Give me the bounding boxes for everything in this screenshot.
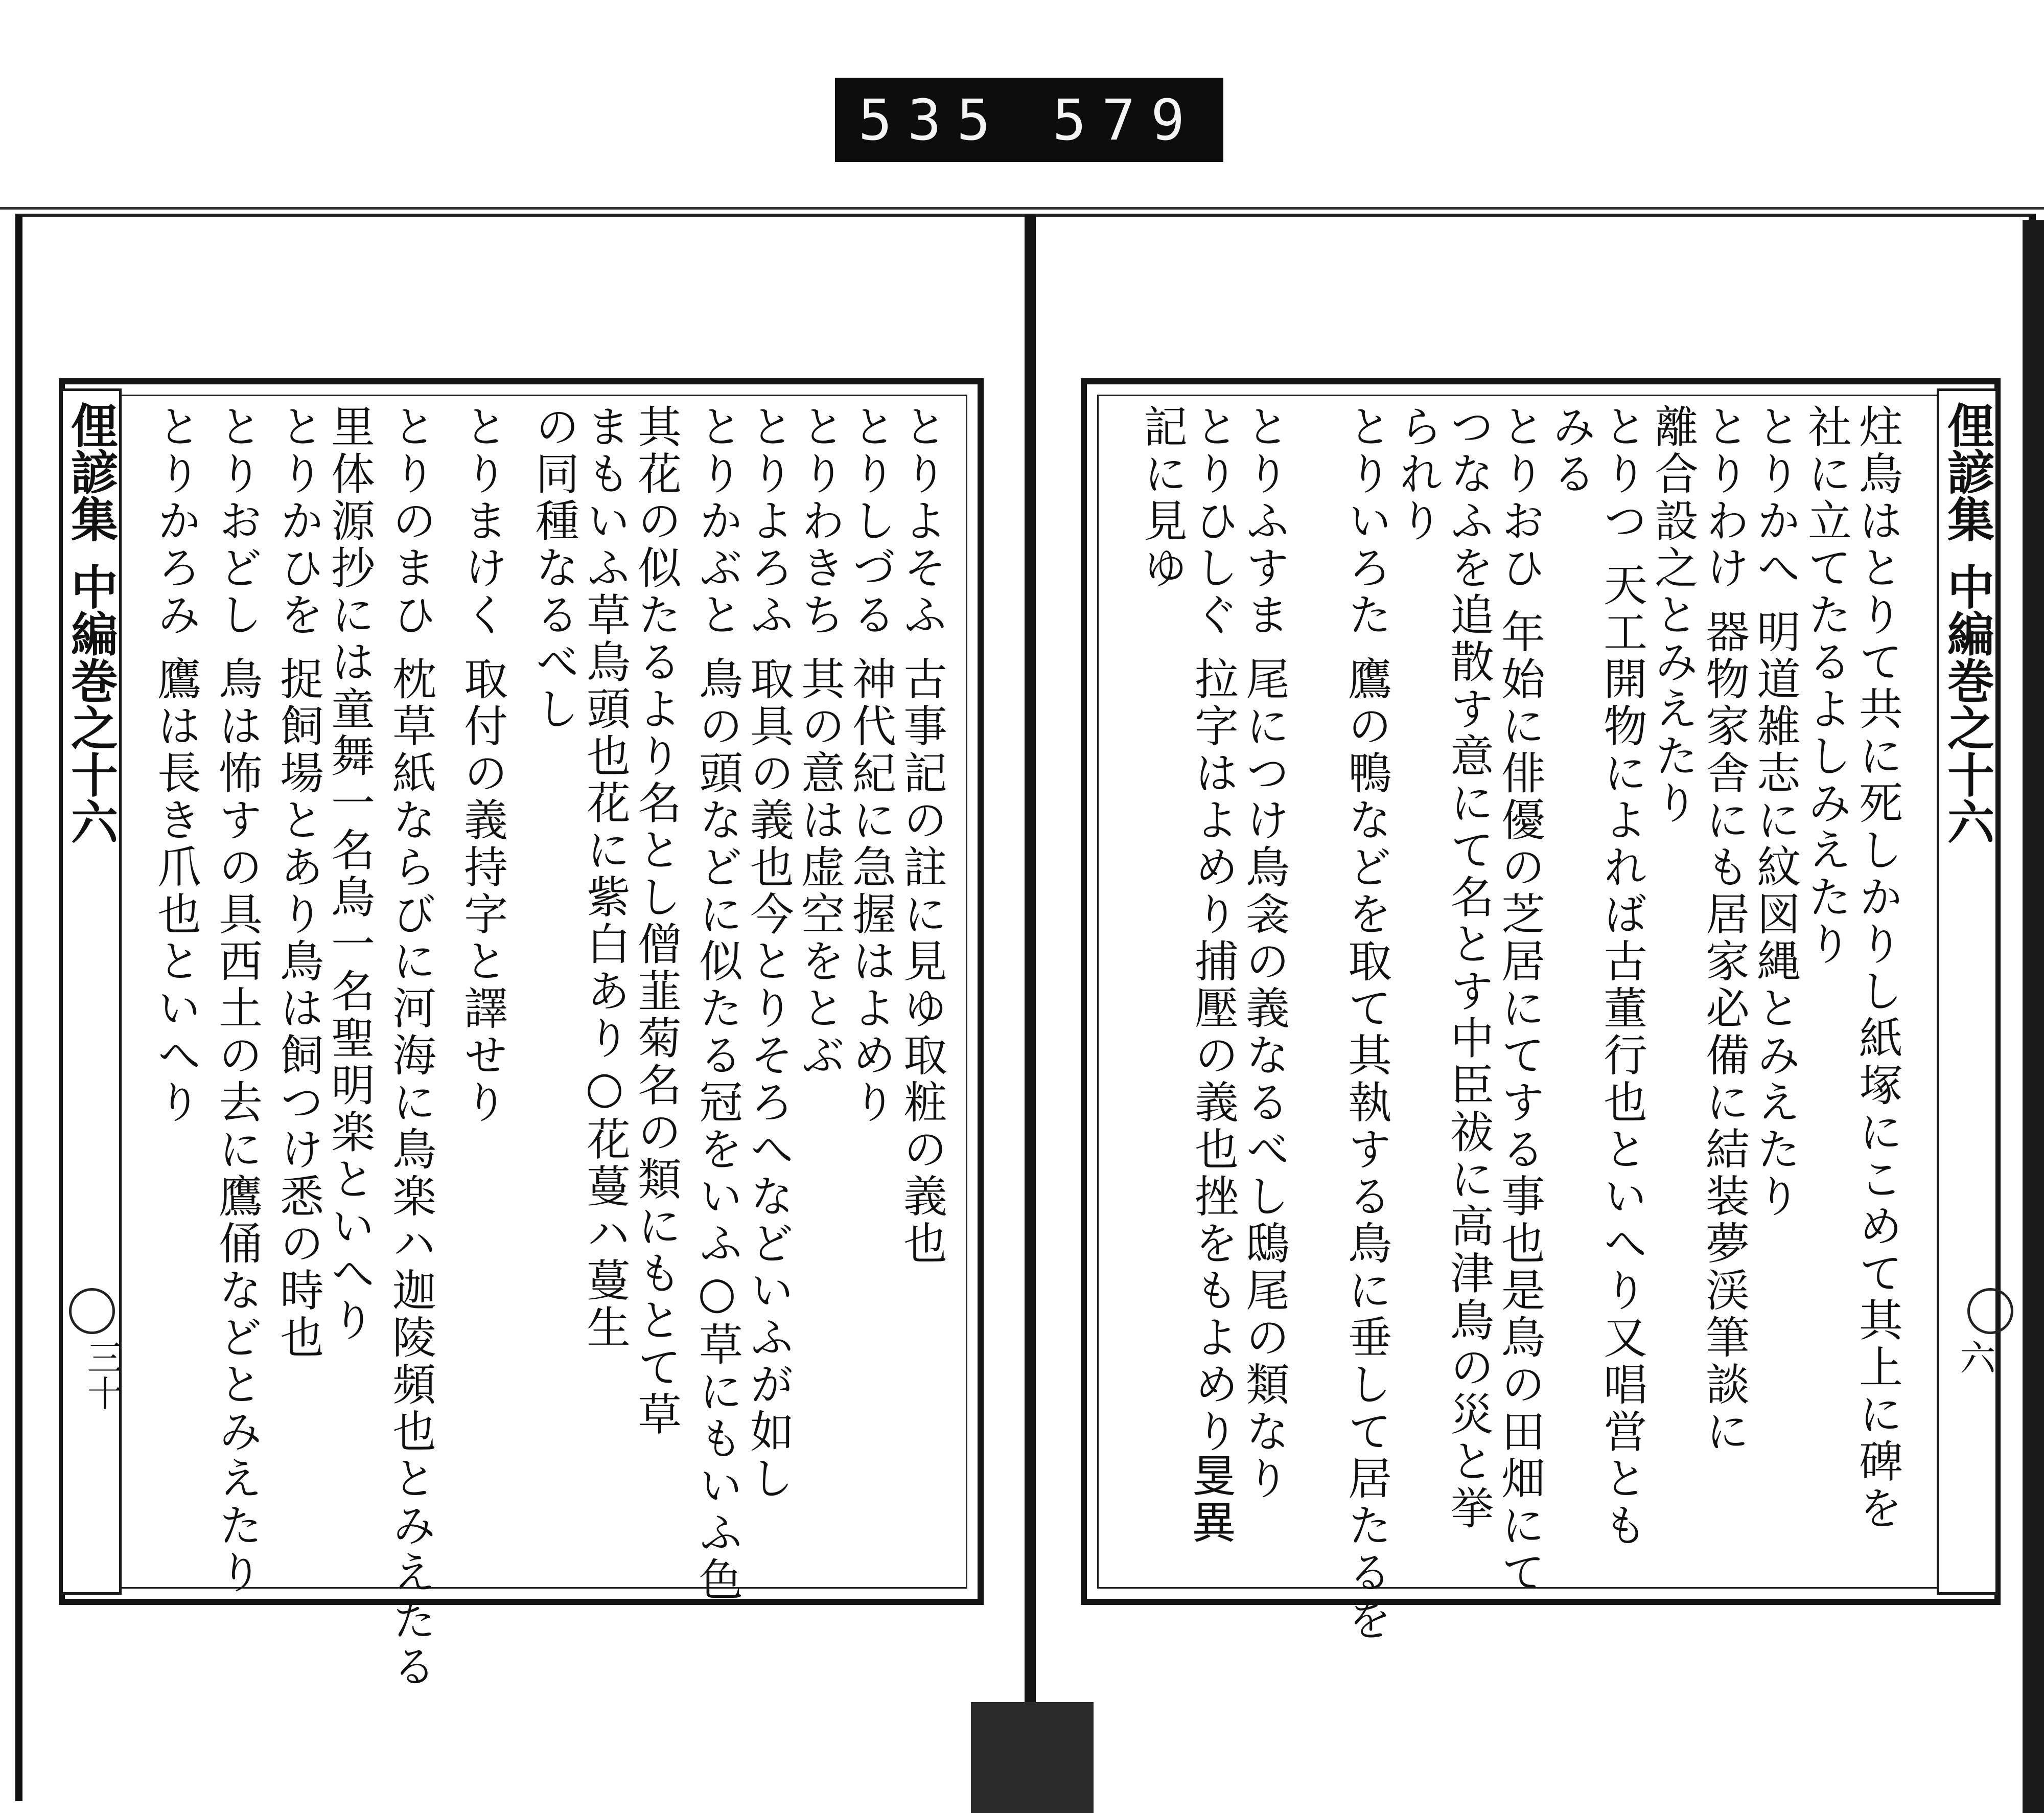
- left-text-column: とりまけく 取付の義持字と譯せり: [456, 404, 507, 1127]
- right-text-column: 社に立てたるよしみえたり: [1800, 404, 1851, 968]
- left-text-column: とりかぶと 鳥の頭などに似たる冠をいふ○草にもいふ色: [691, 404, 742, 1604]
- right-text-column: とりかへ 明道雑志に紋図縄とみえたり: [1749, 404, 1800, 1221]
- right-text-column: みる: [1545, 404, 1596, 498]
- left-text-column: とりよそふ 古事記の註に見ゆ取粧の義也: [896, 404, 947, 1268]
- catalog-number-right: 579: [1052, 87, 1200, 153]
- left-page-circle: [69, 1288, 115, 1334]
- catalog-number-left: 535: [858, 87, 1006, 153]
- left-text-column: まもいふ草鳥頭也花に紫白あり○花蔓ハ蔓生: [579, 404, 630, 1351]
- left-text-column: とりかひを 捉飼場とあり鳥は飼つけ悉の時也: [272, 404, 323, 1362]
- right-text-column: 記に見ゆ: [1136, 404, 1187, 592]
- right-text-column: とりふすま 尾につけ鳥衾の義なるべし鴟尾の類なり: [1238, 404, 1289, 1503]
- left-text-column: 里体源抄には童舞一名鳥一名聖明楽といへり: [323, 404, 375, 1344]
- right-text-column: とりわけ 器物家舎にも居家必備に結装夢渓筆談に: [1698, 404, 1749, 1456]
- book-edge-bottom: [971, 1702, 1094, 1813]
- right-text-column: られり: [1391, 404, 1443, 545]
- right-page-header: [1937, 388, 1998, 1595]
- right-text-column: とりいろた 鷹の鴨などを取て其執する鳥に垂して居たるを: [1340, 404, 1391, 1644]
- left-page-number: 三十: [81, 1339, 123, 1411]
- right-text-column: 離合設之とみえたり: [1647, 404, 1698, 827]
- left-text-column: の同種なるべし: [528, 404, 579, 733]
- left-text-column: とりかろみ 鷹は長き爪也といへり: [150, 404, 201, 1127]
- right-text-column: つなふを追散す意にて名とす中臣祓に高津鳥の災と挙: [1443, 404, 1494, 1532]
- right-header-volume: 中編巻之十六: [1940, 563, 1995, 845]
- left-text-column: とりしづる 神代紀に急握はよめり: [845, 404, 896, 1127]
- left-page-header: [60, 388, 122, 1595]
- left-text-column: とりよろふ 取具の義也今とりそろへなどいふが如し: [742, 404, 794, 1503]
- left-text-column: とりおどし 鳥は怖すの具西土の去に鷹俑などとみえたり: [211, 404, 262, 1597]
- book-spine: [1025, 214, 1036, 1798]
- right-page-number: 六: [1954, 1339, 1996, 1375]
- right-text-column: 炷鳥はとりて共に死しかりし紙塚にこめて其上に碑を: [1851, 404, 1902, 1532]
- right-text-column: とりつ 天工開物によれば古董行也といへり又唱営とも: [1596, 404, 1647, 1550]
- left-header-volume: 中編巻之十六: [63, 563, 119, 845]
- left-text-column: とりわきち 其の意は虚空をとぶ: [794, 404, 845, 1080]
- left-header-title: 俚諺集: [63, 401, 119, 542]
- right-text-column: とりひしぐ 拉字はよめり捕壓の義也挫をもよめり𥄎異: [1187, 404, 1238, 1550]
- scan-noise-top: [0, 207, 2044, 210]
- right-page-circle: [1967, 1288, 2013, 1334]
- right-header-title: 俚諺集: [1940, 401, 1995, 542]
- left-text-column: 其花の似たるより名とし僧韮菊名の類にもとて草: [630, 404, 681, 1438]
- left-text-column: とりのまひ 枕草紙ならびに河海に鳥楽ハ迦陵頻也とみえたる: [385, 404, 436, 1691]
- right-text-column: とりおひ 年始に俳優の芝居にてする事也是鳥の田畑にて: [1494, 404, 1545, 1597]
- book-edge-right: [2023, 220, 2044, 1813]
- catalog-number-plate: [835, 78, 1223, 162]
